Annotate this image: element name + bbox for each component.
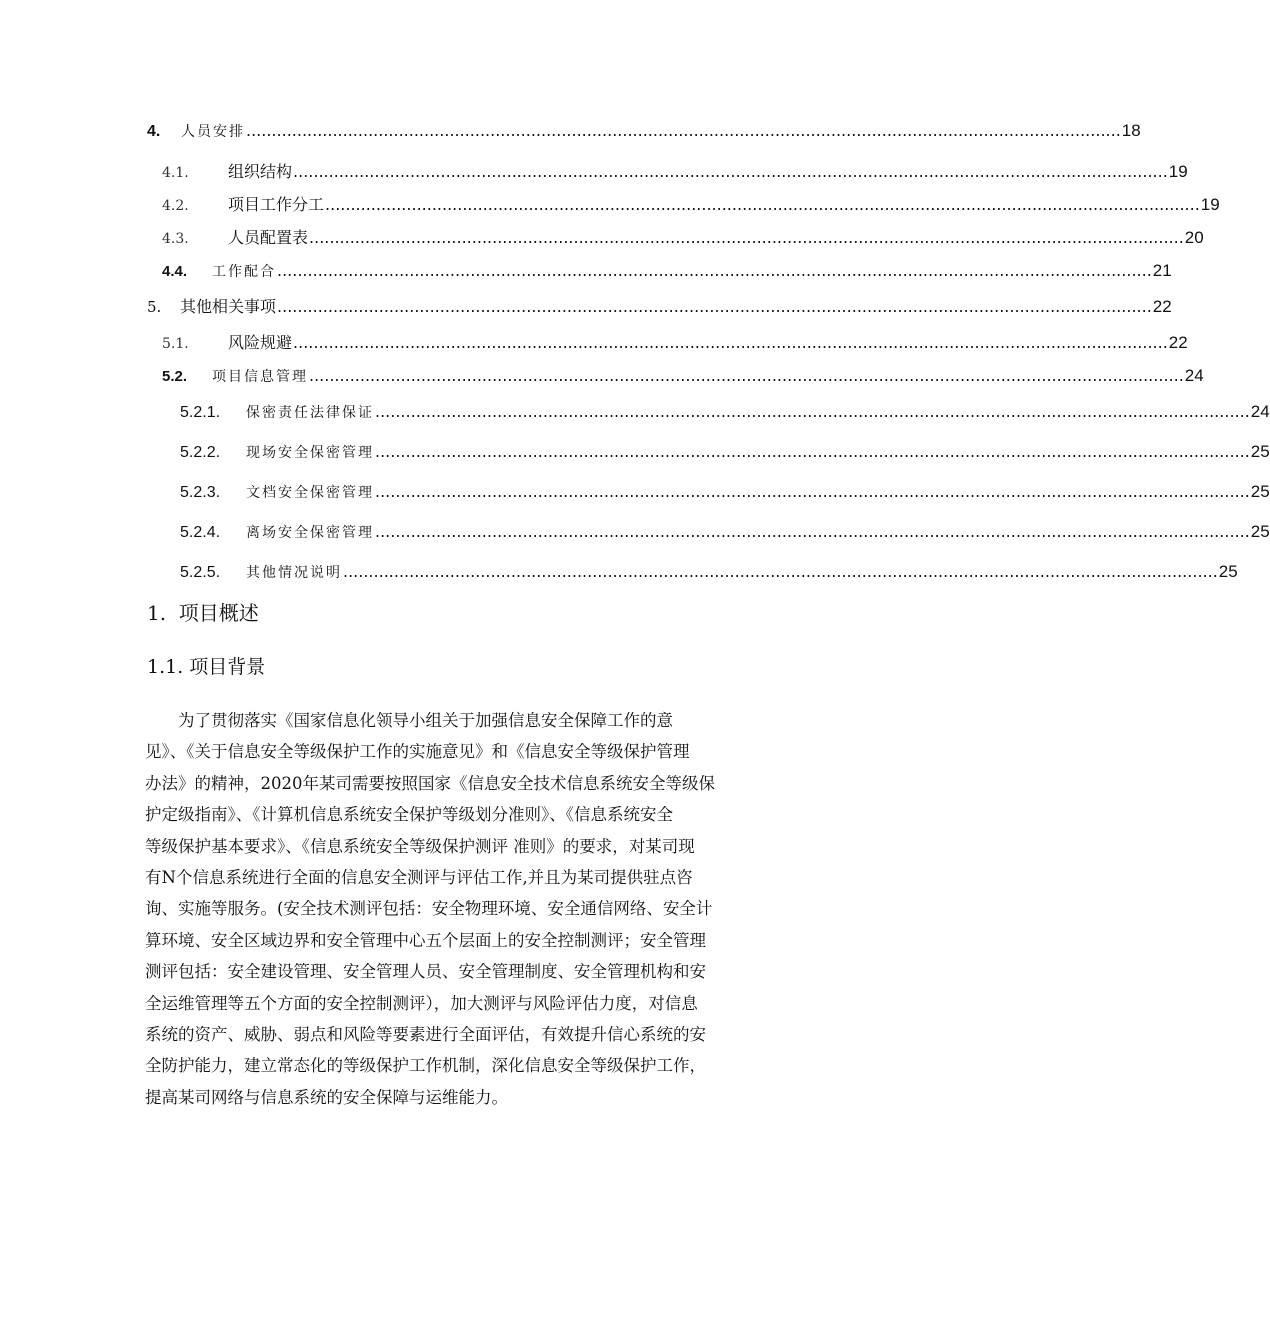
toc-entry[interactable] [162, 159, 1188, 185]
toc-entry-page: 25 [1250, 442, 1270, 461]
toc-entry-title: 人员配置表 [228, 228, 309, 247]
toc-leader-dots: ............................................................................................................................................................................ [325, 195, 1200, 214]
toc-entry-number: 5.2.2. [180, 444, 221, 461]
toc-entry-number: 5.2.1. [180, 404, 221, 421]
paragraph-line: 询、实施等服务。(安全技术测评包括：安全物理环境、安全通信网络、安全计 [145, 899, 713, 919]
toc-leader-dots: ............................................................................................................................................................................ [293, 333, 1168, 352]
section-heading: 1. 项目概述 [147, 601, 259, 625]
paragraph-line: 全运维管理等五个方面的安全控制测评），加大测评与风险评估力度，对信息 [145, 993, 698, 1013]
toc-entry-title: 其他相关事项 [180, 297, 277, 316]
paragraph-line: 有N个信息系统进行全面的信息安全测评与评估工作,并且为某司提供驻点咨 [145, 867, 693, 887]
toc-entry-number: 4.3. [162, 231, 189, 247]
paragraph-line: 算环境、安全区域边界和安全管理中心五个层面上的安全控制测评；安全管理 [145, 930, 706, 950]
paragraph-line: 全防护能力，建立常态化的等级保护工作机制，深化信息安全等级保护工作， [145, 1056, 706, 1076]
toc-entry-title: 工作配合 [212, 264, 276, 280]
toc-entry-title: 其他情况说明 [246, 565, 342, 581]
toc-leader-dots: ............................................................................................................................................................................ [375, 402, 1250, 421]
toc-entry-number: 4.1. [162, 165, 189, 181]
toc-entry-page: 22 [1152, 297, 1172, 316]
toc-entry-title: 离场安全保密管理 [246, 525, 374, 541]
toc-entry-number: 5.2.3. [180, 484, 221, 501]
toc-entry-number: 4. [147, 123, 161, 140]
toc-entry-page: 21 [1152, 261, 1172, 280]
toc-leader-dots: ............................................................................................................................................................................ [309, 228, 1184, 247]
toc-entry-page: 24 [1184, 366, 1204, 385]
toc-leader-dots: ............................................................................................................................................................................ [375, 442, 1250, 461]
toc-entry-page: 22 [1168, 333, 1188, 352]
toc-entry-title: 组织结构 [228, 162, 293, 181]
paragraph-line: 提高某司网络与信息系统的安全保障与运维能力。 [145, 1087, 508, 1107]
toc-entry[interactable] [180, 559, 1238, 585]
toc-entry-number: 5.2. [162, 368, 188, 385]
body-paragraph [145, 705, 810, 1113]
paragraph-line: 护定级指南》、《计算机信息系统安全保护等级划分准则》、《信息系统安全 [145, 805, 673, 825]
toc-leader-dots: ............................................................................................................................................................................ [293, 162, 1168, 181]
toc-leader-dots: ............................................................................................................................................................................ [309, 366, 1184, 385]
toc-entry-title: 风险规避 [228, 333, 293, 352]
toc-entry[interactable] [162, 258, 1172, 284]
paragraph-line: 见》、《关于信息安全等级保护工作的实施意见》和《信息安全等级保护管理 [145, 742, 690, 762]
toc-entry[interactable] [147, 118, 1141, 144]
toc-entry[interactable] [147, 294, 1172, 320]
toc-entry-page: 20 [1184, 228, 1204, 247]
toc-entry[interactable] [162, 363, 1204, 389]
toc-entry-title: 文档安全保密管理 [246, 485, 374, 501]
paragraph-line: 测评包括：安全建设管理、安全管理人员、安全管理制度、安全管理机构和安 [145, 962, 706, 982]
toc-leader-dots: ............................................................................................................................................................................ [343, 562, 1218, 581]
toc-entry-page: 18 [1121, 121, 1141, 140]
toc-entry-page: 24 [1250, 402, 1270, 421]
toc-entry-page: 25 [1218, 562, 1238, 581]
toc-leader-dots: ............................................................................................................................................................................ [277, 297, 1152, 316]
toc-entry-number: 5.2.4. [180, 524, 221, 541]
toc-leader-dots: ............................................................................................................................................................................ [375, 482, 1250, 501]
toc-leader-dots: ............................................................................................................................................................................ [375, 522, 1250, 541]
toc-entry-number: 5.2.5. [180, 564, 221, 581]
toc-entry-title: 保密责任法律保证 [246, 405, 374, 421]
toc-entry-title: 项目工作分工 [228, 195, 325, 214]
toc-entry[interactable] [180, 439, 1270, 465]
toc-entry-number: 4.2. [162, 198, 189, 214]
toc-entry-number: 5. [147, 298, 162, 316]
toc-leader-dots: ............................................................................................................................................................................ [246, 121, 1121, 140]
toc-entry-title: 人员安排 [181, 124, 245, 140]
toc-entry[interactable] [180, 519, 1270, 545]
toc-entry-title: 现场安全保密管理 [246, 445, 374, 461]
paragraph-line: 为了贯彻落实《国家信息化领导小组关于加强信息安全保障工作的意 [178, 711, 673, 730]
paragraph-line: 等级保护基本要求》、《信息系统安全等级保护测评 准则》的要求，对某司现 [145, 836, 695, 856]
toc-entry-page: 19 [1168, 162, 1188, 181]
toc-entry-page: 19 [1200, 195, 1220, 214]
toc-entry[interactable] [162, 225, 1204, 251]
toc-entry-number: 5.1. [162, 336, 189, 352]
paragraph-line: 系统的资产、威胁、弱点和风险等要素进行全面评估，有效提升信心系统的安 [145, 1024, 706, 1044]
subsection-heading: 1.1. 项目背景 [147, 656, 266, 678]
toc-entry[interactable] [162, 330, 1188, 356]
toc-entry-title: 项目信息管理 [212, 369, 308, 385]
paragraph-line: 办法》的精神，2020年某司需要按照国家《信息安全技术信息系统安全等级保 [145, 773, 715, 793]
toc-entry-number: 4.4. [162, 263, 188, 280]
toc-entry-page: 25 [1250, 482, 1270, 501]
toc-entry[interactable] [180, 479, 1270, 505]
toc-entry[interactable] [180, 399, 1270, 425]
toc-entry[interactable] [162, 192, 1220, 218]
toc-entry-page: 25 [1250, 522, 1270, 541]
toc-leader-dots: ............................................................................................................................................................................ [277, 261, 1152, 280]
